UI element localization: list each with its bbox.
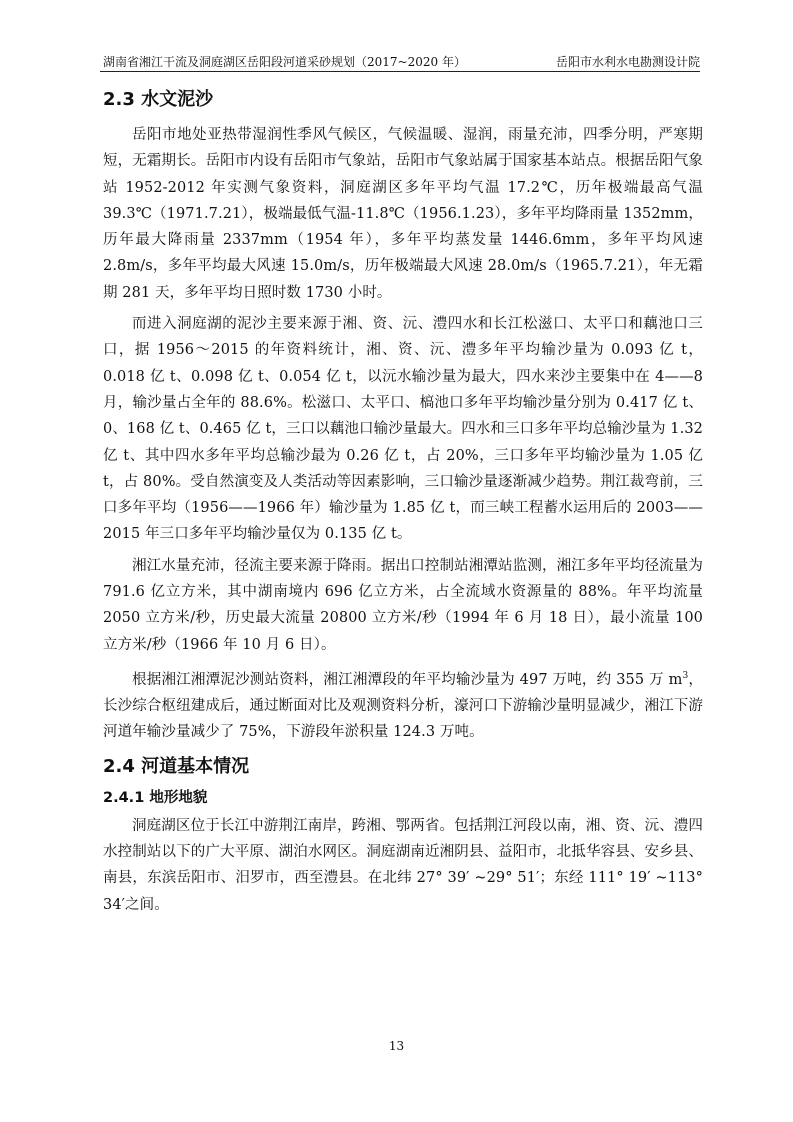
paragraph-dongting-location: 洞庭湖区位于长江中游荆江南岸，跨湘、鄂两省。包括荆江河段以南，湘、资、沅、澧四水控制站以下的广大平原、湖泊水网区。洞庭湖南近湘阴县、益阳市，北抵华容县、安乡县、南县，东滨岳阳市、汨罗市，西至澧县。在北纬 27° 39′ ~29° 51′；东经 111° 19′ ~113° 34′之间。 (103, 817, 703, 913)
paragraph-xiangjiang-runoff: 湘江水量充沛，径流主要来源于降雨。据出口控制站湘潭站监测，湘江多年平均径流量为 791.6 亿立方米，其中湖南境内 696 亿立方米，占全流域水资源量的 88%。年平均流量 2050 立方米/秒，历史最大流量 20800 立方米/秒（1994 年 6 月 18 日），最小流量 100 立方米/秒（1966 年 10 月 6 日）。 (103, 557, 703, 653)
page-number: 13 (388, 1039, 405, 1053)
subsection-heading-topography: 2.4.1 地形地貌 (103, 789, 208, 806)
section-heading-hydrology-sediment: 2.3 水文泥沙 (103, 89, 214, 110)
paragraph-text-part: 根据湘江湘潭泥沙测站资料，湘江湘潭段的年平均输沙量为 497 万吨，约 355 万 m (132, 671, 683, 688)
header-organization: 岳阳市水利水电勘测设计院 (555, 55, 700, 69)
running-header (103, 53, 700, 70)
paragraph-text-part: ，长沙综合枢纽建成后，通过断面对比及观测资料分析，濠河口下游输沙量明显减少，湘江下游河道年输沙量减少了 75%，下游段年淤积量 124.3 万吨。 (103, 671, 703, 741)
header-document-title: 湖南省湘江干流及洞庭湖区岳阳段河道采砂规划（2017~2020 年） (103, 55, 466, 69)
section-heading-river-overview: 2.4 河道基本情况 (103, 755, 250, 777)
superscript-cube: 3 (682, 670, 689, 681)
paragraph-xiangtan-sediment (103, 663, 703, 746)
paragraph-sediment-sources: 而进入洞庭湖的泥沙主要来源于湘、资、沅、澧四水和长江松滋口、太平口和藕池口三口，据 1956～2015 的年资料统计，湘、资、沅、澧多年平均输沙量为 0.093 亿 t， 0.018 亿 t、0.098 亿 t、0.054 亿 t，以沅水输沙量为最大，四水来沙主要集中在 4——8 月，输沙量占全年的 88.6%。松滋口、太平口、槁池口多年平均输沙量分别为 0.417 亿 t、0、168 亿 t、0.465 亿 t，三口以藕池口输沙量最大。四水和三口多年平均总输沙量为 1.32 亿 t、其中四水多年平均总输沙最为 0.26 亿 t，占 20%，三口多年平均输沙量为 1.05 亿 t，占 80%。受自然演变及人类活动等因素影响，三口输沙量逐渐减少趋势。荆江裁弯前，三口多年平均（1956——1966 年）输沙量为 1.85 亿 t，而三峡工程蓄水运用后的 2003——2015 年三口多年平均输沙量仅为 0.135 亿 t。 (103, 316, 703, 543)
paragraph-climate: 岳阳市地处亚热带湿润性季风气候区，气候温暖、湿润，雨量充沛，四季分明，严寒期短，无霜期长。岳阳市内设有岳阳市气象站，岳阳市气象站属于国家基本站点。根据岳阳气象站 1952-2012 年实测气象资料，洞庭湖区多年平均气温 17.2℃，历年极端最高气温 39.3℃（1971.7.21），极端最低气温-11.8℃（1956.1.23），多年平均降雨量 1352mm，历年最大降雨量 2337mm（1954 年），多年平均蒸发量 1446.6mm，多年平均风速 2.8m/s，多年平均最大风速 15.0m/s，历年极端最大风速 28.0m/s（1965.7.21），年无霜期 281 天，多年平均日照时数 1730 小时。 (103, 127, 703, 301)
header-divider (100, 71, 700, 72)
page-body (103, 86, 703, 918)
